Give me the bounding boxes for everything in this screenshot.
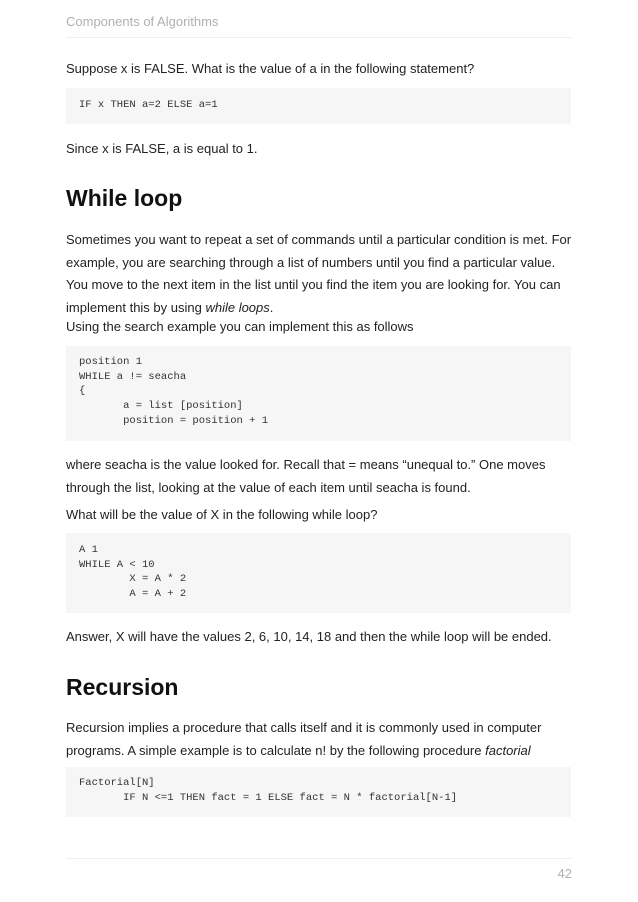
code-line: IF x THEN a=2 ELSE a=1 xyxy=(79,99,218,111)
paragraph-text: Recursion implies a procedure that calls itself and it is commonly used in computer programs. A simple example is to calculate n! by the following procedure xyxy=(66,720,542,758)
recursion-paragraph xyxy=(66,717,572,762)
section-heading-while-loop: While loop xyxy=(66,185,183,211)
code-line: WHILE A < 10 xyxy=(79,558,155,571)
while-loop-example-code-block xyxy=(66,533,571,613)
code-line: Factorial[N] xyxy=(79,777,155,789)
emphasis-text: factorial xyxy=(485,742,531,758)
intro-question: Suppose x is FALSE. What is the value of a in the following statement? xyxy=(66,61,475,76)
code-line: A = A + 2 xyxy=(79,588,187,601)
running-header: Components of Algorithms xyxy=(66,14,219,29)
while-loop-code-block xyxy=(66,346,571,441)
while-loop-paragraph-4: What will be the value of X in the following while loop? xyxy=(66,507,378,522)
recursion-code-block xyxy=(66,767,571,817)
while-loop-paragraph-1 xyxy=(66,229,572,319)
code-line: A 1 xyxy=(79,544,98,556)
paragraph-text-end: . xyxy=(269,299,274,315)
section-heading-recursion: Recursion xyxy=(66,674,179,700)
emphasis-text: while loops xyxy=(205,299,270,315)
page-number: 42 xyxy=(557,866,572,881)
code-line: WHILE a != seacha xyxy=(79,370,187,383)
code-line: { xyxy=(79,385,86,398)
code-line: X = A * 2 xyxy=(79,573,187,586)
footer-divider xyxy=(66,858,572,859)
intro-code-block xyxy=(66,88,571,124)
paragraph-text: Sometimes you want to repeat a set of commands until a particular condition is met. For example, you are searching through a list of numbers until you find a particular value. You move to the next item in the list until you find the item you are looking for. You can implement this by using xyxy=(66,232,572,315)
intro-answer: Since x is FALSE, a is equal to 1. xyxy=(66,141,258,156)
code-line: position 1 xyxy=(79,356,143,368)
header-divider xyxy=(66,37,572,38)
while-loop-paragraph-3: where seacha is the value looked for. Recall that = means “unequal to.” One moves through the list, looking at the value of each item until seacha is found. xyxy=(66,457,546,495)
code-line: a = list [position] xyxy=(79,400,243,413)
code-line: IF N <=1 THEN fact = 1 ELSE fact = N * factorial[N-1] xyxy=(79,791,458,804)
while-loop-paragraph-2: Using the search example you can implement this as follows xyxy=(66,319,414,334)
code-line: position = position + 1 xyxy=(79,414,269,427)
while-loop-answer: Answer, X will have the values 2, 6, 10, 14, 18 and then the while loop will be ended. xyxy=(66,629,552,644)
